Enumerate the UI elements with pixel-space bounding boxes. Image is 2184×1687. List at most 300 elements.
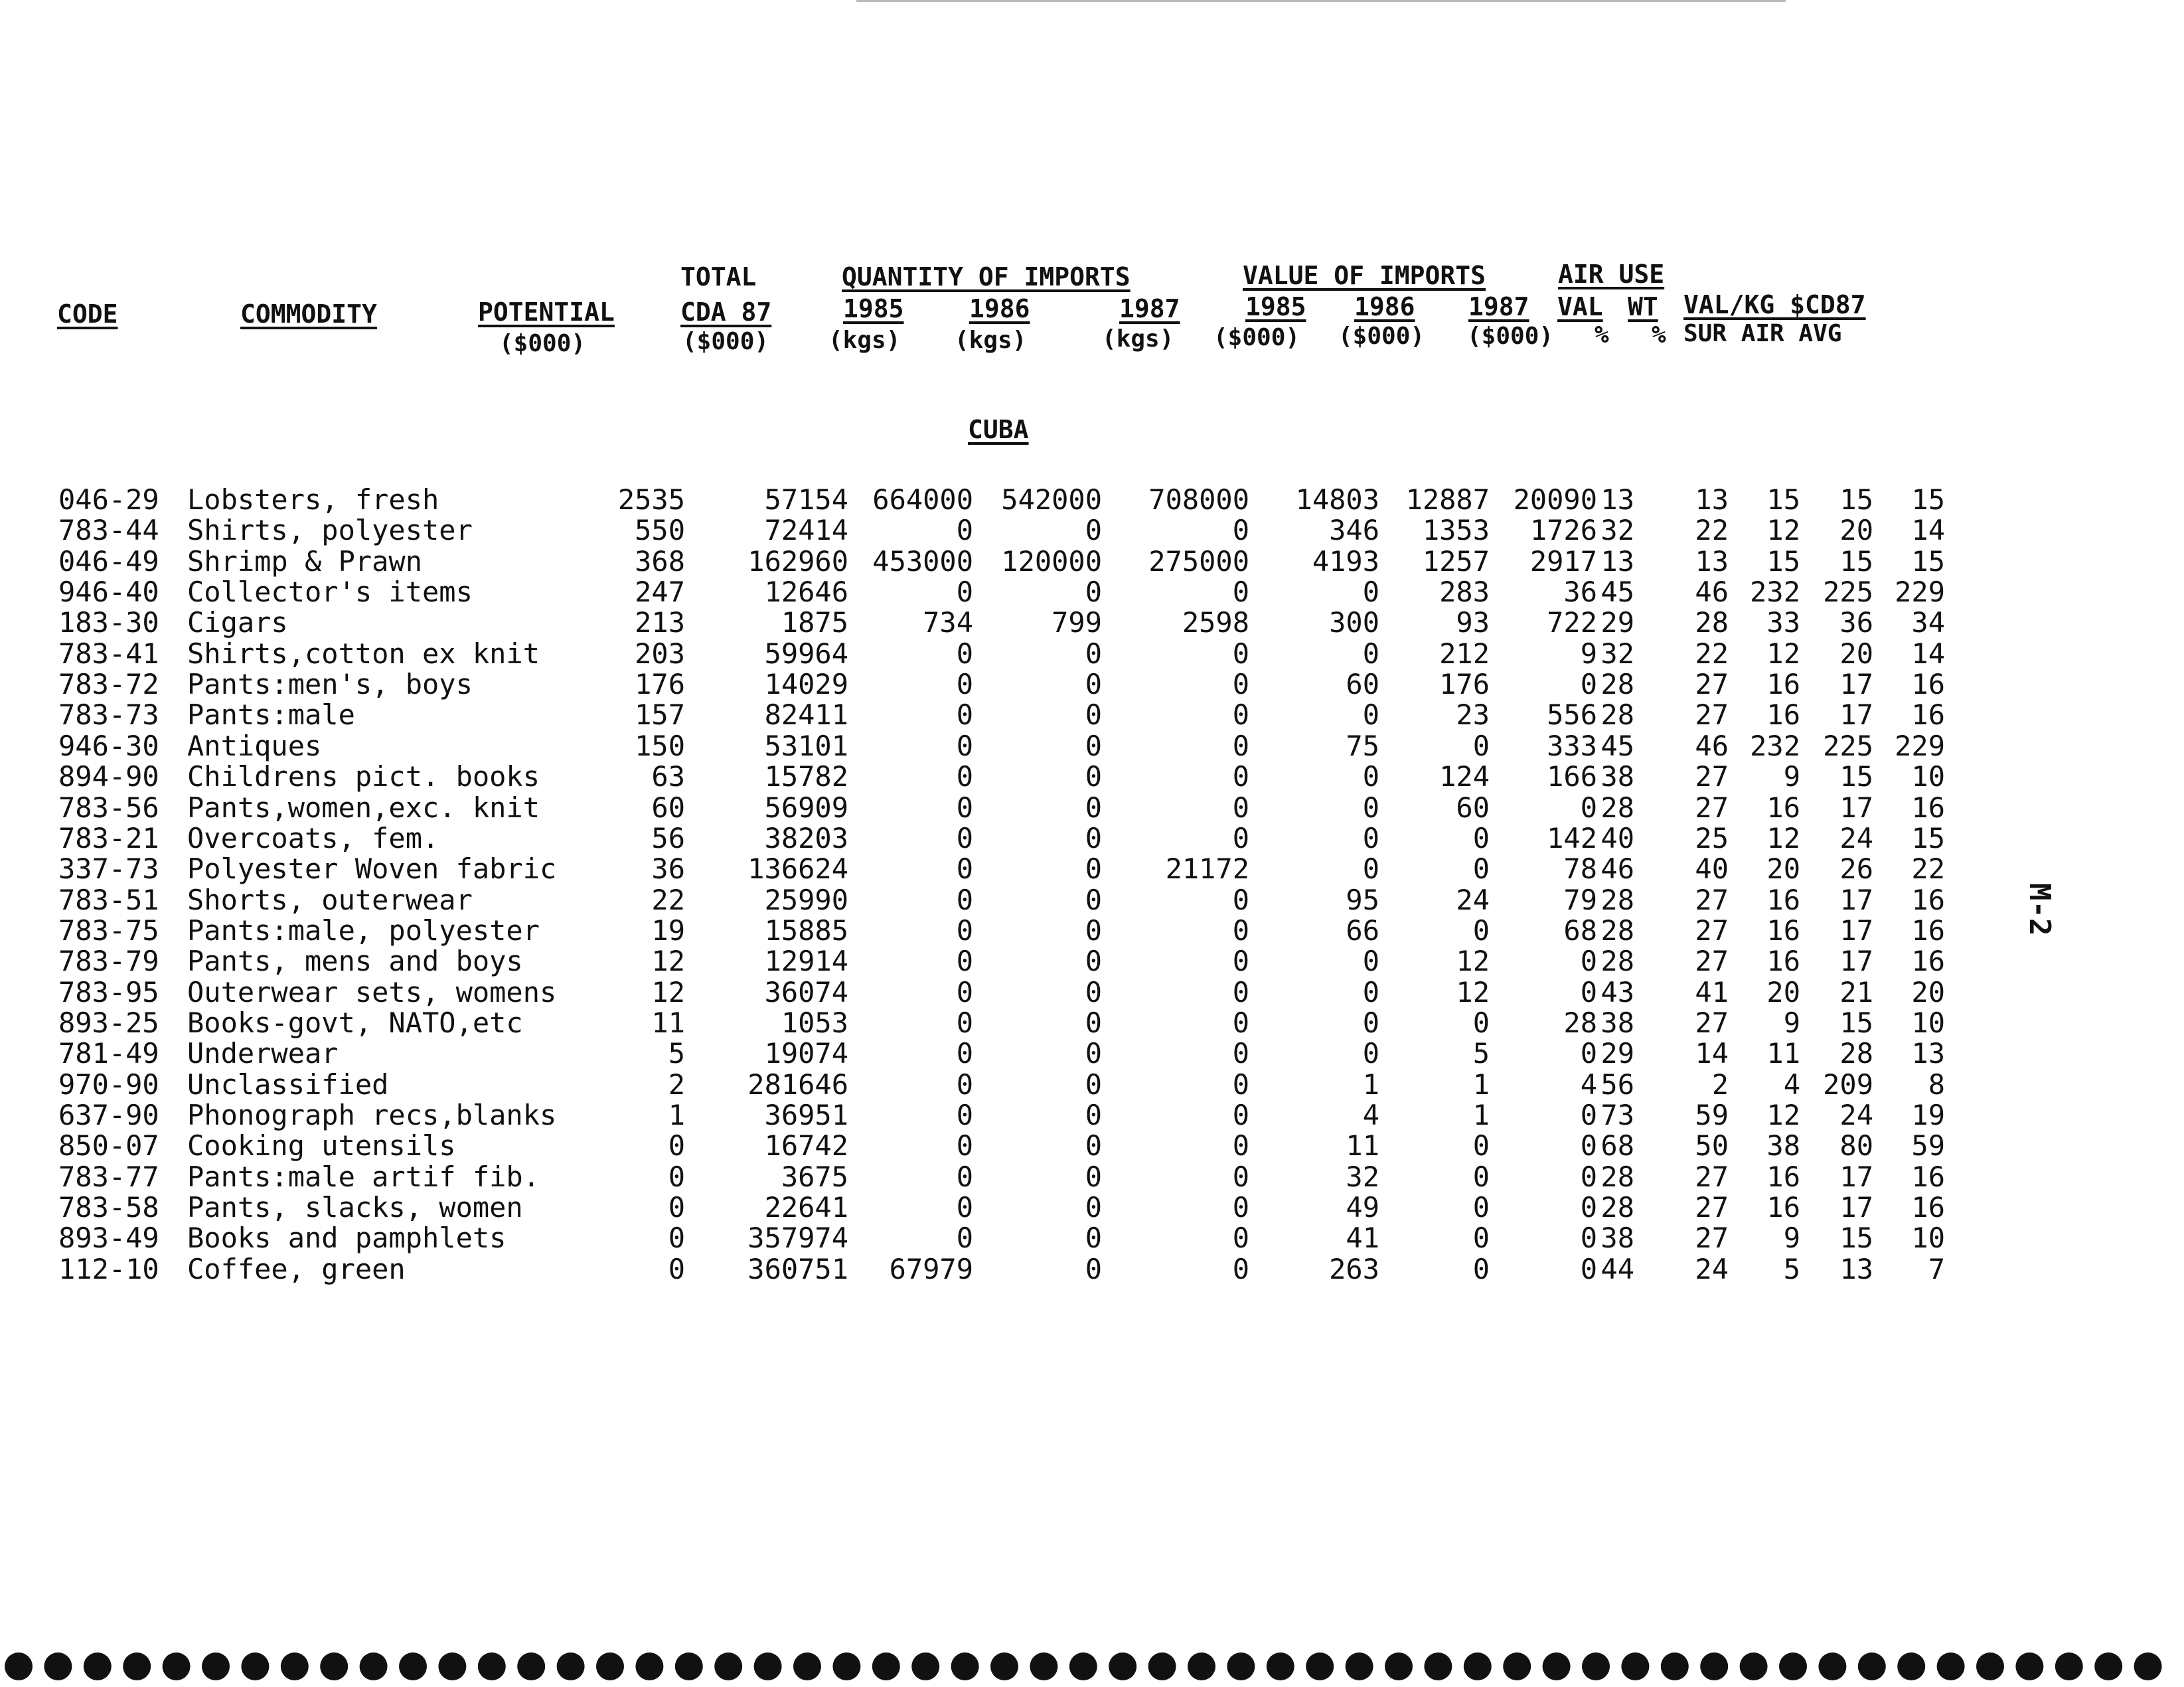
cell-avg: 10 [1911,1222,1945,1255]
cell-qty-1987: 0 [1232,1099,1249,1131]
cell-sur: 12 [1766,821,1800,854]
cell-avg: 13 [1911,1037,1945,1070]
cell-qty-1986: 0 [1085,791,1102,824]
table-row [0,793,1991,823]
cell-air: 225 [1823,576,1873,609]
cell-total-cda: 360751 [747,1252,848,1285]
cell-qty-1987: 0 [1232,975,1249,1008]
header-qty-1986-unit: (kgs) [955,327,1027,354]
perforation-dot [1424,1652,1452,1680]
cell-air-wt: 28 [1695,606,1729,639]
cell-code: 337-73 [58,852,159,886]
cell-code: 183-30 [58,606,159,639]
cell-commodity: Phonograph recs,blanks [187,1099,557,1131]
cell-air-val: 40 [1600,821,1634,854]
cell-total-cda: 25990 [764,883,848,916]
header-air-wt-pct: % [1652,321,1666,349]
cell-avg: 8 [1928,1068,1945,1101]
perforation-dot [1897,1652,1925,1680]
cell-commodity: Unclassified [187,1068,389,1101]
cell-potential: 0 [668,1191,685,1224]
perforation-dot [793,1652,821,1680]
cell-val-1985: 0 [1362,1006,1379,1039]
cell-val-1985: 0 [1362,576,1379,609]
cell-air: 20 [1839,514,1873,547]
header-total-cda: CDA 87 [680,297,772,327]
cell-air: 15 [1839,483,1873,516]
cell-commodity: Books-govt, NATO,etc [187,1006,523,1039]
cell-qty-1987: 0 [1232,1191,1249,1224]
perforation-dot [5,1652,33,1680]
cell-code: 783-41 [58,637,159,670]
perforation-dot [1385,1652,1413,1680]
cell-qty-1986: 0 [1085,852,1102,886]
cell-commodity: Shirts, polyester [187,514,473,547]
table-row [0,515,1991,546]
cell-val-1987: 79 [1563,883,1597,916]
cell-commodity: Coffee, green [187,1252,406,1285]
cell-air-val: 29 [1600,1037,1634,1070]
cell-commodity: Pants, mens and boys [187,945,523,978]
cell-code: 946-30 [58,729,159,762]
cell-commodity: Childrens pict. books [187,760,540,793]
cell-val-1985: 11 [1346,1129,1379,1163]
cell-air: 24 [1839,821,1873,854]
perforation-dot [202,1652,230,1680]
table-row [0,546,1991,577]
cell-potential: 247 [635,576,685,609]
cell-potential: 19 [651,914,685,947]
cell-qty-1985: 0 [956,514,973,547]
cell-sur: 232 [1750,576,1800,609]
cell-potential: 157 [635,698,685,732]
table-row [0,1008,1991,1038]
cell-val-1985: 0 [1362,791,1379,824]
cell-air: 17 [1839,791,1873,824]
cell-air-val: 28 [1600,1191,1634,1224]
perforation-dot [1188,1652,1215,1680]
cell-val-1986: 0 [1472,1160,1490,1193]
header-val-per-kg: VAL/KG $CD87 [1683,290,1866,319]
table-row [0,916,1991,946]
cell-air-wt: 27 [1695,791,1729,824]
cell-potential: 63 [651,760,685,793]
cell-qty-1986: 0 [1085,975,1102,1008]
cell-sur: 9 [1783,760,1800,793]
cell-val-1986: 0 [1472,1006,1490,1039]
table-row [0,607,1991,638]
header-qty-1987-unit: (kgs) [1102,325,1174,353]
cell-air-wt: 46 [1695,729,1729,762]
cell-qty-1987: 0 [1232,637,1249,670]
cell-air-wt: 27 [1695,914,1729,947]
cell-qty-1986: 0 [1085,945,1102,978]
cell-qty-1986: 0 [1085,1006,1102,1039]
cell-qty-1985: 0 [956,791,973,824]
cell-val-1986: 1 [1472,1099,1490,1131]
cell-commodity: Overcoats, fem. [187,821,439,854]
cell-qty-1987: 708000 [1148,483,1249,516]
cell-qty-1985: 0 [956,852,973,886]
cell-val-1987: 2917 [1529,544,1597,578]
cell-code: 946-40 [58,576,159,609]
perforation-dot [1937,1652,1965,1680]
cell-val-1986: 0 [1472,1191,1490,1224]
cell-air-wt: 27 [1695,1006,1729,1039]
cell-air-val: 29 [1600,606,1634,639]
cell-commodity: Pants:male [187,698,355,732]
cell-commodity: Underwear [187,1037,339,1070]
cell-total-cda: 19074 [764,1037,848,1070]
cell-val-1986: 124 [1439,760,1490,793]
header-total-top: TOTAL [680,262,757,291]
cell-qty-1986: 0 [1085,914,1102,947]
cell-code: 783-44 [58,514,159,547]
cell-code: 783-21 [58,821,159,854]
perforation-dot [438,1652,466,1680]
cell-avg: 16 [1911,791,1945,824]
cell-total-cda: 1053 [781,1006,848,1039]
cell-avg: 15 [1911,483,1945,516]
cell-qty-1987: 0 [1232,576,1249,609]
cell-val-1985: 300 [1329,606,1379,639]
section-title: CUBA [968,415,1029,444]
cell-val-1985: 41 [1346,1222,1379,1255]
cell-air-wt: 14 [1695,1037,1729,1070]
table-row [0,885,1991,916]
cell-qty-1986: 0 [1085,1068,1102,1101]
cell-sur: 33 [1766,606,1800,639]
cell-val-1987: 20090 [1513,483,1597,516]
cell-sur: 20 [1766,975,1800,1008]
cell-commodity: Collector's items [187,576,473,609]
cell-code: 046-29 [58,483,159,516]
cell-potential: 2 [668,1068,685,1101]
cell-total-cda: 12914 [764,945,848,978]
cell-air-val: 28 [1600,668,1634,701]
cell-air-wt: 24 [1695,1252,1729,1285]
cell-potential: 12 [651,975,685,1008]
cell-qty-1987: 0 [1232,1068,1249,1101]
cell-avg: 229 [1895,576,1945,609]
cell-val-1986: 12887 [1405,483,1490,516]
cell-qty-1987: 0 [1232,698,1249,732]
cell-qty-1985: 0 [956,1222,973,1255]
table-row [0,946,1991,977]
cell-air-val: 68 [1600,1129,1634,1163]
perforation-dot [1621,1652,1649,1680]
cell-air-wt: 27 [1695,698,1729,732]
cell-val-1986: 283 [1439,576,1490,609]
cell-code: 783-79 [58,945,159,978]
cell-val-1985: 14803 [1295,483,1379,516]
cell-val-1985: 346 [1329,514,1379,547]
cell-air-val: 73 [1600,1099,1634,1131]
cell-potential: 11 [651,1006,685,1039]
cell-air: 17 [1839,698,1873,732]
cell-qty-1985: 0 [956,760,973,793]
table-row [0,1162,1991,1192]
perforation-dot [1464,1652,1492,1680]
cell-code: 783-73 [58,698,159,732]
header-commodity: COMMODITY [240,299,377,329]
page-marker: M-2 [2023,883,2057,936]
perforation-dot [1976,1652,2004,1680]
cell-air-val: 28 [1600,1160,1634,1193]
cell-potential: 22 [651,883,685,916]
cell-total-cda: 3675 [781,1160,848,1193]
cell-val-1987: 0 [1580,1129,1597,1163]
cell-avg: 10 [1911,760,1945,793]
perforation-dot [360,1652,388,1680]
cell-potential: 36 [651,852,685,886]
cell-avg: 15 [1911,821,1945,854]
cell-val-1987: 1726 [1529,514,1597,547]
cell-val-1985: 1 [1362,1068,1379,1101]
cell-qty-1985: 0 [956,668,973,701]
perforation-dot [872,1652,900,1680]
cell-air-wt: 40 [1695,852,1729,886]
perforation-dot [163,1652,191,1680]
cell-qty-1985: 0 [956,637,973,670]
cell-code: 970-90 [58,1068,159,1101]
cell-qty-1986: 0 [1085,1129,1102,1163]
cell-avg: 20 [1911,975,1945,1008]
cell-code: 112-10 [58,1252,159,1285]
perforation-dot [2055,1652,2083,1680]
table-row [0,854,1991,884]
cell-val-1985: 0 [1362,1037,1379,1070]
perforation-dot [1030,1652,1057,1680]
cell-code: 783-77 [58,1160,159,1193]
cell-val-1986: 0 [1472,914,1490,947]
perforation-dot [675,1652,703,1680]
cell-qty-1987: 0 [1232,1129,1249,1163]
cell-sur: 38 [1766,1129,1800,1163]
cell-commodity: Cigars [187,606,288,639]
header-air-val: VAL [1557,292,1603,321]
perforation-dot [1818,1652,1846,1680]
cell-total-cda: 53101 [764,729,848,762]
cell-potential: 2535 [617,483,685,516]
cell-val-1986: 23 [1456,698,1490,732]
cell-qty-1987: 0 [1232,883,1249,916]
cell-qty-1986: 0 [1085,668,1102,701]
cell-code: 637-90 [58,1099,159,1131]
perforation-dot [1148,1652,1176,1680]
cell-val-1985: 75 [1346,729,1379,762]
cell-sur: 5 [1783,1252,1800,1285]
cell-code: 783-56 [58,791,159,824]
perforation-dot [1700,1652,1728,1680]
header-val-1987: 1987 [1468,292,1529,321]
cell-potential: 5 [668,1037,685,1070]
table-row [0,1254,1991,1285]
cell-air: 13 [1839,1252,1873,1285]
table-row [0,1192,1991,1223]
cell-val-1985: 0 [1362,852,1379,886]
cell-val-1985: 0 [1362,637,1379,670]
cell-val-1987: 0 [1580,1160,1597,1193]
cell-air: 24 [1839,1099,1873,1131]
perforation-dot [1306,1652,1334,1680]
cell-qty-1986: 0 [1085,821,1102,854]
cell-air-wt: 59 [1695,1099,1729,1131]
cell-commodity: Pants:men's, boys [187,668,473,701]
cell-qty-1985: 0 [956,975,973,1008]
cell-val-1987: 36 [1563,576,1597,609]
perforation-dot [754,1652,782,1680]
cell-val-1986: 0 [1472,1252,1490,1285]
cell-avg: 16 [1911,1160,1945,1193]
cell-avg: 59 [1911,1129,1945,1163]
cell-val-1987: 333 [1547,729,1597,762]
cell-val-1986: 0 [1472,729,1490,762]
cell-air-wt: 22 [1695,637,1729,670]
cell-val-1985: 66 [1346,914,1379,947]
cell-air-wt: 27 [1695,668,1729,701]
table-row [0,485,1991,515]
header-val-per-kg-sub: SUR AIR AVG [1683,320,1842,347]
perforation-dot [911,1652,939,1680]
cell-air-val: 56 [1600,1068,1634,1101]
cell-sur: 232 [1750,729,1800,762]
cell-qty-1986: 0 [1085,729,1102,762]
cell-commodity: Shorts, outerwear [187,883,473,916]
cell-code: 783-75 [58,914,159,947]
cell-val-1987: 4 [1580,1068,1597,1101]
cell-sur: 16 [1766,883,1800,916]
cell-qty-1986: 799 [1052,606,1102,639]
cell-qty-1986: 0 [1085,514,1102,547]
cell-val-1987: 28 [1563,1006,1597,1039]
perforation-dot [1740,1652,1768,1680]
cell-air-wt: 27 [1695,1222,1729,1255]
perforation-dot [1543,1652,1571,1680]
cell-total-cda: 162960 [747,544,848,578]
perforation-dot [517,1652,545,1680]
cell-val-1986: 12 [1456,975,1490,1008]
cell-qty-1985: 664000 [872,483,973,516]
cell-sur: 20 [1766,852,1800,886]
cell-air-val: 28 [1600,698,1634,732]
cell-air-wt: 27 [1695,883,1729,916]
perforation-dot [44,1652,72,1680]
cell-potential: 1 [668,1099,685,1131]
cell-total-cda: 36951 [764,1099,848,1131]
cell-commodity: Pants, slacks, women [187,1191,523,1224]
cell-val-1987: 0 [1580,945,1597,978]
cell-val-1985: 4193 [1312,544,1379,578]
cell-potential: 176 [635,668,685,701]
cell-total-cda: 72414 [764,514,848,547]
table-row [0,731,1991,762]
perforation-dot [1069,1652,1097,1680]
cell-potential: 0 [668,1129,685,1163]
perforation-dot [1582,1652,1610,1680]
cell-qty-1987: 0 [1232,760,1249,793]
cell-avg: 14 [1911,637,1945,670]
cell-val-1986: 212 [1439,637,1490,670]
perforation-dot [1227,1652,1255,1680]
cell-air: 17 [1839,914,1873,947]
table-row [0,669,1991,700]
cell-val-1986: 0 [1472,1129,1490,1163]
cell-sur: 15 [1766,483,1800,516]
cell-val-1987: 0 [1580,668,1597,701]
header-qty-1987: 1987 [1119,294,1180,323]
cell-sur: 12 [1766,637,1800,670]
table-row [0,823,1991,854]
cell-code: 893-25 [58,1006,159,1039]
perforation-dot [635,1652,663,1680]
cell-air: 17 [1839,1191,1873,1224]
cell-air-val: 46 [1600,852,1634,886]
cell-val-1987: 0 [1580,791,1597,824]
cell-avg: 7 [1928,1252,1945,1285]
header-potential-unit: ($000) [499,330,586,357]
perforation-dot [1503,1652,1531,1680]
cell-val-1987: 78 [1563,852,1597,886]
cell-potential: 150 [635,729,685,762]
header-val-1986: 1986 [1354,292,1415,321]
cell-qty-1987: 21172 [1165,852,1249,886]
cell-air-wt: 50 [1695,1129,1729,1163]
cell-qty-1985: 0 [956,1068,973,1101]
cell-val-1985: 0 [1362,945,1379,978]
cell-val-1987: 722 [1547,606,1597,639]
cell-potential: 550 [635,514,685,547]
cell-qty-1987: 0 [1232,1222,1249,1255]
perforation-dot [1779,1652,1807,1680]
cell-sur: 16 [1766,945,1800,978]
header-val-1987-unit: ($000) [1467,323,1554,350]
cell-avg: 16 [1911,914,1945,947]
cell-qty-1987: 0 [1232,791,1249,824]
cell-qty-1987: 0 [1232,729,1249,762]
header-val-1985-unit: ($000) [1213,324,1300,351]
cell-qty-1986: 0 [1085,883,1102,916]
cell-val-1985: 95 [1346,883,1379,916]
cell-val-1986: 60 [1456,791,1490,824]
cell-air: 15 [1839,544,1873,578]
cell-qty-1987: 0 [1232,1006,1249,1039]
perforation-dot [990,1652,1018,1680]
cell-air-val: 28 [1600,791,1634,824]
cell-potential: 0 [668,1160,685,1193]
cell-qty-1985: 67979 [889,1252,973,1285]
cell-val-1987: 0 [1580,1222,1597,1255]
perforation-dot [281,1652,309,1680]
table-row [0,577,1991,607]
perforation-dot [557,1652,585,1680]
cell-sur: 9 [1783,1222,1800,1255]
perforation-dot [478,1652,506,1680]
cell-qty-1985: 0 [956,883,973,916]
cell-qty-1985: 0 [956,945,973,978]
cell-qty-1986: 0 [1085,1037,1102,1070]
cell-qty-1985: 0 [956,914,973,947]
cell-air-val: 38 [1600,1006,1634,1039]
cell-air: 225 [1823,729,1873,762]
cell-qty-1985: 0 [956,576,973,609]
cell-avg: 14 [1911,514,1945,547]
table-row [0,1223,1991,1253]
cell-total-cda: 16742 [764,1129,848,1163]
cell-qty-1985: 0 [956,1099,973,1131]
cell-air-wt: 27 [1695,1160,1729,1193]
cell-air-wt: 25 [1695,821,1729,854]
